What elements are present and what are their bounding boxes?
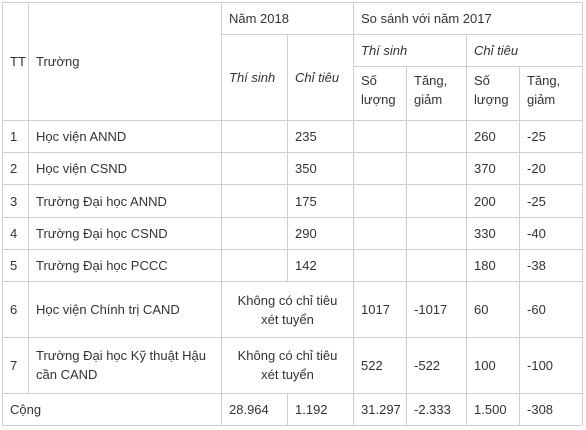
cell-name: Học viện CSND	[29, 153, 222, 185]
header-tt: TT	[3, 3, 29, 121]
cell-ct-sl: 260	[467, 121, 520, 153]
cell-ts-sl: 522	[354, 337, 407, 393]
cell-name: Học viện Chính trị CAND	[29, 282, 222, 338]
cell-ts2018	[222, 217, 288, 249]
header-nam-2018: Năm 2018	[222, 3, 354, 35]
cell-ts-tg	[407, 217, 467, 249]
total-ct-sl: 1.500	[467, 393, 520, 425]
cell-ct2018: 175	[288, 185, 354, 217]
total-ct2018: 1.192	[288, 393, 354, 425]
cell-tt: 4	[3, 217, 29, 249]
cell-ts-tg	[407, 185, 467, 217]
cell-ts-sl	[354, 121, 407, 153]
cell-ts2018	[222, 249, 288, 281]
cell-name: Trường Đại học PCCC	[29, 249, 222, 281]
total-label: Cộng	[3, 393, 222, 425]
cell-tt: 1	[3, 121, 29, 153]
cell-ct-tg: -100	[520, 337, 583, 393]
cell-name: Trường Đại học ANND	[29, 185, 222, 217]
cell-ct-sl: 330	[467, 217, 520, 249]
cell-tt: 5	[3, 249, 29, 281]
header-thi-sinh-compare: Thí sinh	[354, 35, 467, 67]
header-chi-tieu-2018: Chỉ tiêu	[288, 35, 354, 121]
cell-ct2018: 142	[288, 249, 354, 281]
table-row	[3, 153, 583, 185]
total-ts-sl: 31.297	[354, 393, 407, 425]
header-chi-tieu-compare: Chỉ tiêu	[467, 35, 583, 67]
table-row	[3, 121, 583, 153]
cell-ts-tg: -522	[407, 337, 467, 393]
header-tang-giam-ts: Tăng, giảm	[407, 67, 467, 121]
cell-tt: 7	[3, 337, 29, 393]
header-so-luong-ts: Số lượng	[354, 67, 407, 121]
cell-ts-sl: 1017	[354, 282, 407, 338]
cell-ts-sl	[354, 153, 407, 185]
table-row	[3, 282, 583, 338]
cell-tt: 3	[3, 185, 29, 217]
header-so-luong-ct: Số lượng	[467, 67, 520, 121]
admissions-table	[2, 2, 583, 426]
cell-ct-tg: -60	[520, 282, 583, 338]
cell-ct-sl: 200	[467, 185, 520, 217]
cell-ct-tg: -20	[520, 153, 583, 185]
header-thi-sinh-2018: Thí sinh	[222, 35, 288, 121]
cell-ts2018	[222, 121, 288, 153]
cell-note: Không có chỉ tiêu xét tuyển	[222, 337, 354, 393]
cell-ts2018	[222, 153, 288, 185]
total-ts2018: 28.964	[222, 393, 288, 425]
cell-name: Học viện ANND	[29, 121, 222, 153]
header-so-sanh: So sánh với năm 2017	[354, 3, 583, 35]
cell-ct-sl: 370	[467, 153, 520, 185]
cell-ts-tg	[407, 153, 467, 185]
cell-ct-sl: 60	[467, 282, 520, 338]
cell-tt: 6	[3, 282, 29, 338]
table-row	[3, 217, 583, 249]
total-row	[3, 393, 583, 425]
cell-note: Không có chỉ tiêu xét tuyển	[222, 282, 354, 338]
cell-ct-tg: -40	[520, 217, 583, 249]
cell-name: Trường Đại học Kỹ thuật Hậu cần CAND	[29, 337, 222, 393]
table-row	[3, 337, 583, 393]
total-ct-tg: -308	[520, 393, 583, 425]
cell-ct-tg: -25	[520, 121, 583, 153]
cell-name: Trường Đại học CSND	[29, 217, 222, 249]
cell-ct-sl: 100	[467, 337, 520, 393]
header-truong: Trường	[29, 3, 222, 121]
cell-ts-tg: -1017	[407, 282, 467, 338]
header-row-1	[3, 3, 583, 35]
cell-ts-sl	[354, 217, 407, 249]
cell-ct2018: 350	[288, 153, 354, 185]
total-ts-tg: -2.333	[407, 393, 467, 425]
header-tang-giam-ct: Tăng, giảm	[520, 67, 583, 121]
cell-ts-tg	[407, 121, 467, 153]
cell-ts-sl	[354, 249, 407, 281]
table-row	[3, 249, 583, 281]
cell-ts-sl	[354, 185, 407, 217]
cell-ct-sl: 180	[467, 249, 520, 281]
cell-tt: 2	[3, 153, 29, 185]
cell-ct2018: 290	[288, 217, 354, 249]
cell-ts-tg	[407, 249, 467, 281]
cell-ct-tg: -25	[520, 185, 583, 217]
table-row	[3, 185, 583, 217]
cell-ts2018	[222, 185, 288, 217]
cell-ct-tg: -38	[520, 249, 583, 281]
cell-ct2018: 235	[288, 121, 354, 153]
